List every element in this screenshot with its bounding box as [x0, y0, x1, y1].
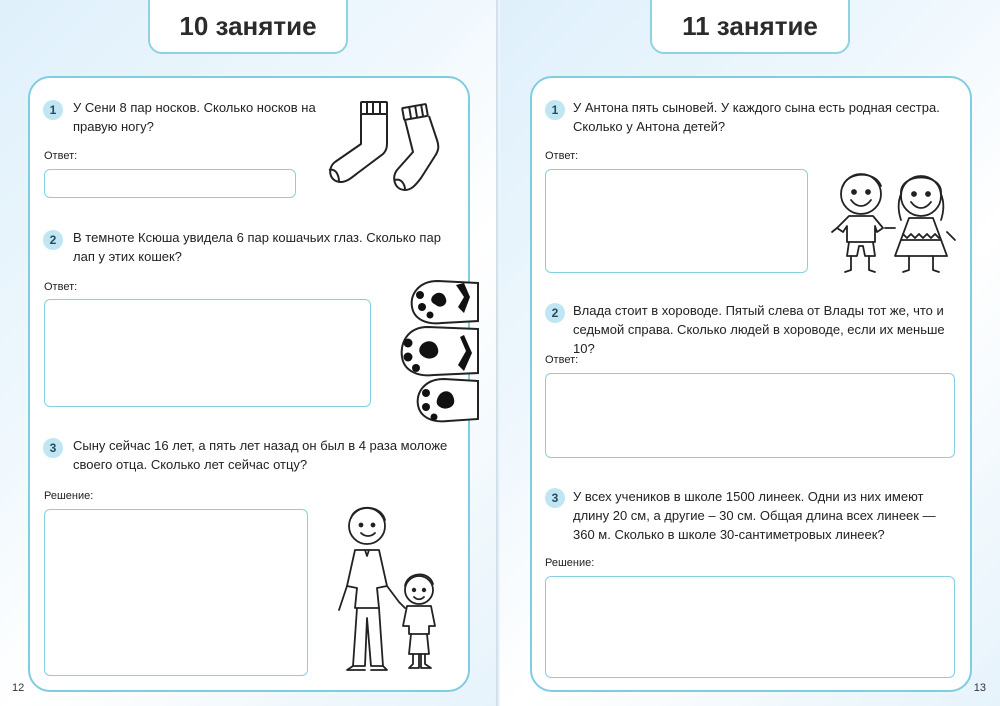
task-number: 1 — [545, 100, 565, 120]
answer-label: Ответ: — [545, 354, 579, 366]
lesson-panel-10 — [28, 76, 470, 692]
answer-field[interactable] — [44, 169, 296, 198]
answer-label: Ответ: — [44, 150, 78, 162]
page-number: 12 — [12, 682, 25, 694]
solution-field[interactable] — [44, 509, 308, 676]
lesson-title-10: 10 занятие — [148, 0, 348, 54]
solution-label: Решение: — [44, 490, 94, 502]
socks-icon — [325, 98, 450, 198]
task-text: У Сени 8 пар носков. Сколько носков на правую ногу? — [73, 100, 316, 134]
task-text: Влада стоит в хороводе. Пятый слева от Влады тот же, что и седьмой справа. Сколько людей в хороводе, если их меньше 10? — [573, 303, 945, 356]
boy-and-girl-icon — [829, 170, 959, 275]
task-number: 2 — [545, 303, 565, 323]
answer-field[interactable] — [545, 169, 808, 273]
answer-field[interactable] — [44, 299, 371, 407]
lesson-title-11: 11 занятие — [650, 0, 850, 54]
lesson-panel-11 — [530, 76, 972, 692]
task-text: У всех учеников в школе 1500 линеек. Одни из них имеют длину 20 см, а другие – 30 см. Общая длина всех линеек — 360 м. Сколько в школе 30-сантиметровых линеек? — [573, 489, 936, 542]
answer-label: Ответ: — [545, 150, 579, 162]
answer-label: Ответ: — [44, 281, 78, 293]
father-and-son-icon — [325, 498, 460, 678]
task-number: 1 — [43, 100, 63, 120]
cat-paws-icon — [398, 273, 478, 433]
task-text: Сыну сейчас 16 лет, а пять лет назад он был в 4 раза моложе своего отца. Сколько лет сейчас отцу? — [73, 438, 448, 472]
right-page — [500, 0, 1000, 706]
task-text: В темноте Ксюша увидела 6 пар кошачьих глаз. Сколько пар лап у этих кошек? — [73, 230, 441, 264]
task-text: У Антона пять сыновей. У каждого сына есть родная сестра. Сколько у Антона детей? — [573, 100, 940, 134]
answer-field[interactable] — [545, 373, 955, 458]
task-number: 2 — [43, 230, 63, 250]
solution-label: Решение: — [545, 557, 595, 569]
solution-field[interactable] — [545, 576, 955, 678]
page-number: 13 — [973, 682, 986, 694]
task-number: 3 — [43, 438, 63, 458]
task-number: 3 — [545, 488, 565, 508]
